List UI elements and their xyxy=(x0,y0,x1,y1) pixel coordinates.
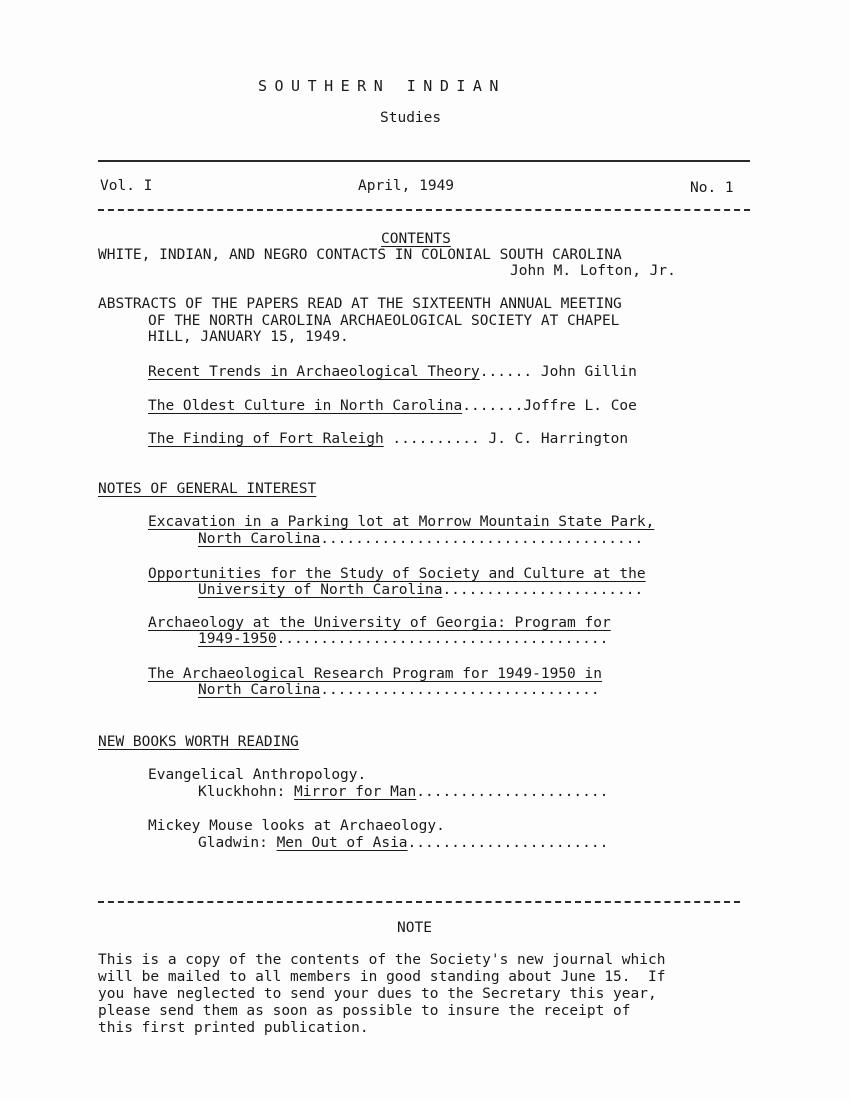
issue-rule xyxy=(98,209,750,211)
paper-author: J. C. Harrington xyxy=(488,431,629,447)
note-rule xyxy=(98,901,740,903)
contents-heading: CONTENTS xyxy=(381,231,451,247)
paper-entry xyxy=(148,398,637,414)
issue-date: April, 1949 xyxy=(358,178,455,194)
paper-title: The Oldest Culture in North Carolina xyxy=(148,398,463,414)
paper-title: The Finding of Fort Raleigh xyxy=(148,431,384,447)
book-entry: Kluckhohn: Mirror for Man...................... xyxy=(198,784,609,800)
book-topic: Evangelical Anthropology. xyxy=(148,767,367,783)
note-item-line-2: 1949-1950...................................... xyxy=(198,631,609,647)
note-item-line-1: Excavation in a Parking lot at Morrow Mountain State Park, xyxy=(148,514,655,530)
note-heading: NOTE xyxy=(397,920,432,936)
abstracts-line-2: OF THE NORTH CAROLINA ARCHAEOLOGICAL SOCIETY AT CHAPEL xyxy=(148,313,620,329)
note-paragraph: This is a copy of the contents of the Society's new journal which will be mailed to all members in good standing about June 15. If you have neglected to send your dues to the Secretary this year, please send them as soon as possible to insure the receipt of this first printed publication. xyxy=(98,952,666,1036)
volume-label: Vol. I xyxy=(100,178,153,194)
note-item-line-1: The Archaeological Research Program for 1949-1950 in xyxy=(148,666,602,682)
paper-title: Recent Trends in Archaeological Theory xyxy=(148,364,480,380)
paper-author: John Gillin xyxy=(540,364,637,380)
book-topic: Mickey Mouse looks at Archaeology. xyxy=(148,818,445,834)
paper-leader: ....... xyxy=(462,398,524,414)
paper-entry xyxy=(148,431,628,447)
abstracts-line-1: ABSTRACTS OF THE PAPERS READ AT THE SIXTEENTH ANNUAL MEETING xyxy=(98,296,622,312)
note-item-line-1: Archaeology at the University of Georgia: Program for xyxy=(148,615,611,631)
paper-entry xyxy=(148,364,637,380)
notes-heading: NOTES OF GENERAL INTEREST xyxy=(98,481,317,497)
note-item-line-1: Opportunities for the Study of Society and Culture at the xyxy=(148,566,646,582)
journal-title: SOUTHERN INDIAN xyxy=(258,77,506,95)
book-title: Men Out of Asia xyxy=(276,835,408,851)
book-entry: Gladwin: Men Out of Asia....................... xyxy=(198,835,609,851)
paper-author: Joffre L. Coe xyxy=(523,398,637,414)
book-title: Mirror for Man xyxy=(294,784,417,800)
top-rule xyxy=(98,160,750,162)
books-heading: NEW BOOKS WORTH READING xyxy=(98,734,299,750)
journal-subtitle: Studies xyxy=(380,110,442,126)
paper-leader: .......... xyxy=(383,431,480,447)
article-author: John M. Lofton, Jr. xyxy=(510,263,676,279)
note-item-line-2: North Carolina................................ xyxy=(198,682,600,698)
paper-leader: ...... xyxy=(479,364,533,380)
abstracts-line-3: HILL, JANUARY 15, 1949. xyxy=(148,329,349,345)
issue-number: No. 1 xyxy=(690,180,734,196)
note-item-line-2: North Carolina..................................... xyxy=(198,531,644,547)
note-item-line-2: University of North Carolina....................... xyxy=(198,582,644,598)
article-title: WHITE, INDIAN, AND NEGRO CONTACTS IN COLONIAL SOUTH CAROLINA xyxy=(98,247,622,263)
